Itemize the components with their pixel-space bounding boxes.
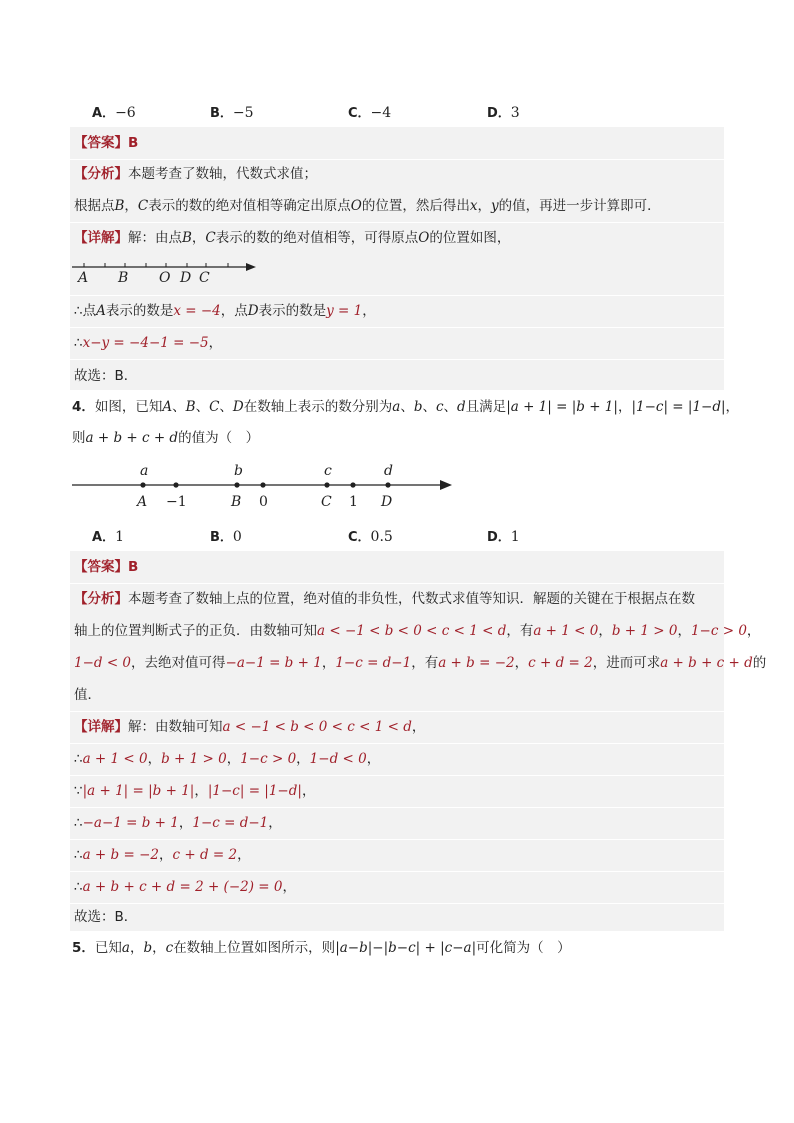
q4-detail-line-6: ∴a + b + c + d = 2 + (−2) = 0，	[74, 879, 296, 895]
q3-axis-label-b: B	[118, 270, 129, 286]
q3-analysis-line: 【分析】本题考查了数轴，代数式求值；	[74, 166, 317, 182]
q4-point-b	[234, 482, 239, 487]
q4-bottom-label-D: D	[381, 494, 393, 510]
q4-detail-line-2: ∴a + 1 < 0，b + 1 > 0，1−c > 0，1−d < 0，	[74, 751, 381, 767]
divider	[70, 327, 724, 328]
q3-number-line	[70, 255, 270, 287]
q3-option-c: C．−4	[348, 105, 392, 121]
q4-point-1	[350, 482, 355, 487]
q3-conclusion-box	[70, 360, 724, 390]
q4-point-neg1	[173, 482, 178, 487]
q4-option-c: C．0.5	[348, 529, 393, 545]
q4-conclusion: 故选：B．	[74, 909, 138, 925]
q4-axis-arrow	[440, 480, 452, 490]
q4-option-b: B．0	[210, 529, 242, 545]
q3-options	[92, 102, 732, 122]
q4-number-line	[70, 460, 460, 516]
q4-detail-line-3: ∵|a + 1| = |b + 1|，|1−c| = |1−d|，	[74, 783, 316, 799]
q3-axis-label-d: D	[180, 270, 192, 286]
q3-detail-line: 【详解】解：由点B，C表示的数的绝对值相等，可得原点O的位置如图，	[74, 230, 511, 246]
divider	[70, 871, 724, 872]
q4-analysis-line-3: 1−d < 0，去绝对值可得−a−1 = b + 1，1−c = d−1，有a + b = −2，c + d = 2，进而可求a + b + c + d的	[74, 655, 767, 671]
q4-bottom-label-neg1: −1	[166, 494, 187, 510]
q4-point-d	[385, 482, 390, 487]
q4-top-label-a: a	[140, 463, 149, 479]
q4-analysis-line-2: 轴上的位置判断式子的正负．由数轴可知a < −1 < b < 0 < c < 1 < d，有a + 1 < 0，b + 1 > 0，1−c > 0，	[74, 623, 761, 639]
q4-top-label-b: b	[234, 463, 243, 479]
divider	[70, 903, 724, 904]
q3-detail-line-2: ∴点A表示的数是x = −4，点D表示的数是y = 1，	[74, 303, 376, 319]
q4-bottom-label-B: B	[231, 494, 242, 510]
divider	[70, 222, 724, 223]
q4-bottom-label-C: C	[321, 494, 332, 510]
q4-bottom-label-0: 0	[259, 494, 268, 510]
q3-option-d: D．3	[487, 105, 520, 121]
divider	[70, 839, 724, 840]
q4-analysis-line-4: 值．	[74, 687, 101, 703]
q4-answer-line: 【答案】B	[74, 559, 139, 575]
divider	[70, 583, 724, 584]
q4-detail-line-1: 【详解】解：由数轴可知a < −1 < b < 0 < c < 1 < d，	[74, 719, 426, 735]
q4-options	[92, 526, 732, 546]
q3-analysis-line-2: 根据点B，C表示的数的绝对值相等确定出原点O的位置，然后得出x，y的值，再进一步计算即可．	[74, 198, 661, 214]
q4-point-c	[324, 482, 329, 487]
q4-stem-line-1: 4．如图，已知A、B、C、D在数轴上表示的数分别为a、b、c、d且满足|a + 1| = |b + 1|，|1−c| = |1−d|，	[72, 399, 740, 415]
divider	[70, 711, 724, 712]
q4-detail-line-4: ∴−a−1 = b + 1，1−c = d−1，	[74, 815, 282, 831]
q4-stem-line-2: 则a + b + c + d的值为（ ）	[72, 430, 260, 446]
q3-axis-label-c: C	[199, 270, 210, 286]
divider	[70, 295, 724, 296]
q4-bottom-label-1: 1	[349, 494, 358, 510]
q4-point-a	[140, 482, 145, 487]
q3-option-a: A．−6	[92, 105, 136, 121]
q3-solution-box	[70, 127, 724, 359]
q4-option-d: D．1	[487, 529, 520, 545]
q4-solution-box	[70, 551, 767, 931]
q3-detail-line-3: ∴x−y = −4−1 = −5，	[74, 335, 223, 351]
q4-top-label-c: c	[324, 463, 332, 479]
divider	[70, 775, 724, 776]
q3-axis-label-o: O	[159, 270, 171, 286]
q3-option-b: B．−5	[210, 105, 254, 121]
q4-point-0	[260, 482, 265, 487]
q3-answer-line: 【答案】B	[74, 135, 139, 151]
q4-top-label-d: d	[384, 463, 393, 479]
q3-axis-label-a: A	[78, 270, 89, 286]
divider	[70, 807, 724, 808]
q4-bottom-label-A: A	[137, 494, 148, 510]
q4-detail-line-5: ∴a + b = −2，c + d = 2，	[74, 847, 251, 863]
divider	[70, 159, 724, 160]
q3-axis-arrow	[246, 263, 256, 271]
q5-stem: 5．已知a，b，c在数轴上位置如图所示，则|a−b|−|b−c| + |c−a|可化简为（ ）	[72, 940, 571, 956]
q4-option-a: A．1	[92, 529, 124, 545]
q3-conclusion: 故选：B．	[74, 368, 138, 384]
divider	[70, 743, 724, 744]
q4-analysis-line-1: 【分析】本题考查了数轴上点的位置，绝对值的非负性，代数式求值等知识．解题的关键在于根据点在数	[74, 591, 695, 607]
